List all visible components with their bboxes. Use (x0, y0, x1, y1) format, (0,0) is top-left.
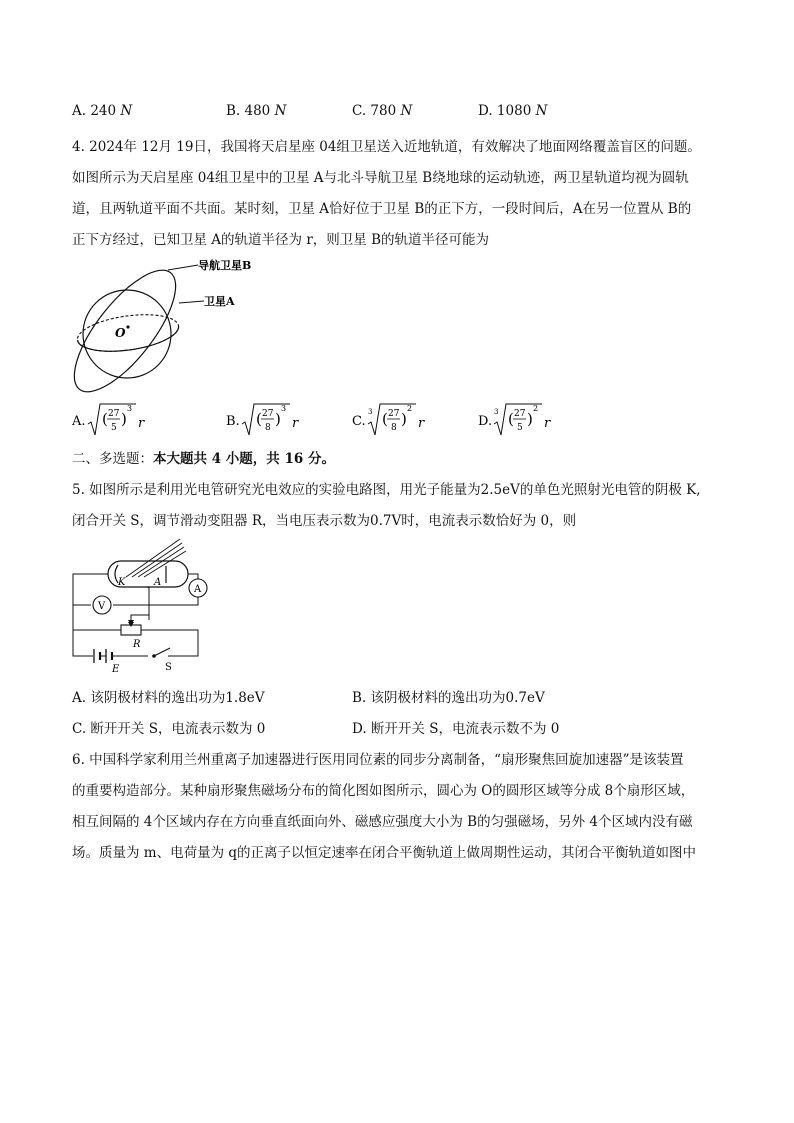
svg-text:27: 27 (514, 409, 526, 419)
q4-stem-line-2: 如图所示为天启星座 04组卫星中的卫星 A与北斗导航卫星 B绕地球的运动轨迹，两卫星轨道均视为圆轨 (72, 170, 689, 186)
svg-text:3: 3 (127, 404, 133, 413)
svg-text:r: r (292, 416, 299, 431)
q3-option-b: B. 480 N (226, 103, 287, 119)
svg-text:r: r (418, 416, 425, 431)
svg-text:): ) (121, 410, 127, 428)
q4-option-a (72, 400, 172, 444)
svg-text:(: ( (256, 410, 262, 428)
q3-option-d: D. 1080 N (478, 103, 548, 119)
q6-stem-line-1: 6. 中国科学家利用兰州重离子加速器进行医用同位素的同步分离制备，“扇形聚焦回旋加速器”是该装置 (72, 752, 684, 768)
svg-text:K: K (118, 577, 126, 588)
q4-orbit-figure (68, 255, 268, 400)
svg-text:A: A (194, 584, 202, 595)
svg-text:r: r (138, 416, 145, 431)
q6-stem-line-3: 相互间隔的 4个区域内存在方向垂直纸面向外、磁感应强度大小为 B的匀强磁场，另外 4个区域内没有磁 (72, 814, 693, 830)
light-rays (126, 539, 186, 577)
svg-text:): ) (527, 410, 533, 428)
svg-text:r: r (544, 416, 551, 431)
q4-stem-line-4: 正下方经过，已知卫星 A的轨道半径为 r，则卫星 B的轨道半径可能为 (72, 232, 489, 248)
center-dot (126, 325, 129, 328)
q4-option-b (226, 400, 326, 444)
q4-option-c (352, 400, 452, 444)
orbit-a-ellipse (75, 309, 181, 357)
svg-text:2: 2 (407, 404, 413, 413)
svg-text:27: 27 (262, 409, 274, 419)
svg-text:(: ( (102, 410, 108, 428)
svg-text:D.: D. (478, 414, 493, 429)
svg-text:): ) (401, 410, 407, 428)
svg-text:R: R (133, 639, 141, 650)
svg-text:): ) (275, 410, 281, 428)
svg-text:8: 8 (391, 423, 397, 433)
svg-text:27: 27 (108, 409, 120, 419)
q5-option-a: A. 该阴极材料的逸出功为1.8eV (72, 690, 265, 706)
svg-text:(: ( (382, 410, 388, 428)
q4-stem-line-1: 4. 2024年 12月 19日，我国将天启星座 04组卫星送入近地轨道，有效解决了地面网络覆盖盲区的问题。 (72, 139, 701, 155)
svg-text:A.: A. (72, 414, 86, 429)
section-2-heading: 二、多选题：本大题共 4 小题，共 16 分。 (72, 451, 335, 467)
q5-stem-line-2: 闭合开关 S，调节滑动变阻器 R，当电压表示数为0.7V时，电流表示数恰好为 0，则 (72, 513, 577, 529)
q3-option-c: C. 780 N (352, 103, 413, 119)
svg-text:(: ( (508, 410, 514, 428)
q3-option-a: A. 240 N (72, 103, 133, 119)
svg-text:3: 3 (368, 408, 373, 416)
svg-text:E: E (112, 664, 120, 675)
svg-text:V: V (98, 601, 106, 612)
label-navigation-satellite-b: 导航卫星B (198, 259, 252, 272)
q5-option-d: D. 断开开关 S，电流表示数不为 0 (352, 721, 560, 737)
svg-text:5: 5 (517, 423, 523, 433)
q5-stem-line-1: 5. 如图所示是利用光电管研究光电效应的实验电路图，用光子能量为2.5eV的单色光照射光电管的阴极 K, (72, 482, 701, 498)
svg-text:S: S (165, 662, 172, 673)
q6-stem-line-4: 场。质量为 m、电荷量为 q的正离子以恒定速率在闭合平衡轨道上做周期性运动，其闭合平衡轨道如图中 (72, 845, 697, 861)
svg-text:5: 5 (111, 423, 117, 433)
svg-text:C.: C. (352, 414, 366, 429)
svg-text:3: 3 (281, 404, 287, 413)
svg-text:A: A (154, 577, 162, 588)
svg-text:2: 2 (533, 404, 539, 413)
q6-stem-line-2: 的重要构造部分。某种扇形聚焦磁场分布的简化图如图所示，圆心为 O的圆形区域等分成 8个扇形区域， (72, 783, 695, 799)
svg-text:3: 3 (494, 408, 499, 416)
q5-option-b: B. 该阴极材料的逸出功为0.7eV (352, 690, 545, 706)
label-satellite-a: 卫星A (204, 295, 235, 308)
label-center-o: O (115, 326, 126, 340)
q4-stem-line-3: 道，且两轨道平面不共面。某时刻，卫星 A恰好位于卫星 B的正下方，一段时间后，A在另一位置从 B的 (72, 201, 692, 217)
svg-text:8: 8 (265, 423, 271, 433)
q5-circuit-figure (68, 535, 218, 675)
svg-text:B.: B. (226, 414, 240, 429)
svg-text:27: 27 (388, 409, 400, 419)
q5-option-c: C. 断开开关 S，电流表示数为 0 (72, 721, 266, 737)
q4-option-d (478, 400, 578, 444)
